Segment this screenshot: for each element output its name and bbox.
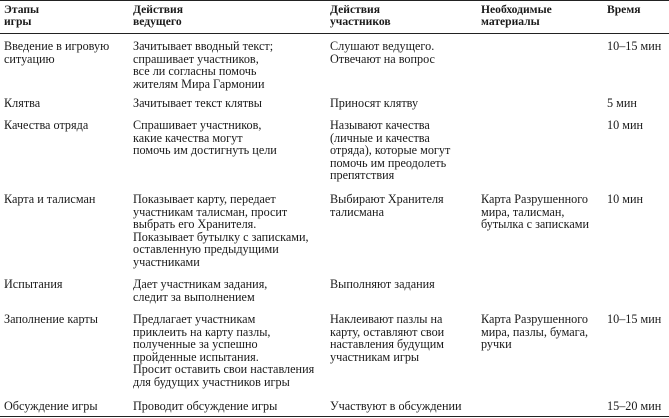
header-time: Время [607,3,641,16]
row-time: 5 мин [607,96,637,110]
row-time: 10 мин [607,192,643,206]
header-rule [0,33,669,34]
row-host-actions: Предлагает участникам приклеить на карту пазлы, полученные за успешно пройденные испытания. Просит оставить свои наставления для будущих участников игры [133,312,315,389]
row-host-actions: Проводит обсуждение игры [133,399,278,413]
row-participant-actions: Выполняют задания [330,277,435,291]
row-stage: Карта и талисман [4,192,96,206]
row-host-actions: Спрашивает участников, какие качества могут помочь им достигнуть цели [133,118,277,158]
row-participant-actions: Наклеивают пазлы на карту, оставляют свои наставления будущим участникам игры [330,312,445,364]
table-top-rule [0,0,669,1]
header-participant-actions: Действия участников [330,3,391,28]
header-materials: Необходимые материалы [481,3,552,28]
row-host-actions: Дает участникам задания, следит за выполнением [133,277,268,304]
row-time: 10–15 мин [607,312,662,326]
row-time: 15–20 мин [607,399,662,413]
table-bottom-rule [0,416,669,417]
header-host-actions: Действия ведущего [133,3,183,28]
row-participant-actions: Называют качества (личные и качества отряда), которые могут помочь им преодолеть препятствия [330,118,451,183]
row-stage: Заполнение карты [4,312,98,326]
row-stage: Испытания [4,277,63,291]
row-stage: Клятва [4,96,41,110]
row-host-actions: Зачитывает текст клятвы [133,96,262,110]
row-participant-actions: Участвуют в обсуждении [330,399,462,413]
row-participant-actions: Приносят клятву [330,96,419,110]
row-time: 10–15 мин [607,39,662,53]
row-time: 10 мин [607,118,643,132]
row-stage: Качества отряда [4,118,89,132]
row-participant-actions: Выбирают Хранителя талисмана [330,192,444,219]
row-materials: Карта Разрушенного мира, пазлы, бумага, ручки [481,312,589,352]
row-host-actions: Зачитывает вводный текст; спрашивает участников, все ли согласны помочь жителям Мира Гармонии [133,39,274,91]
row-participant-actions: Слушают ведущего. Отвечают на вопрос [330,39,435,66]
row-host-actions: Показывает карту, передает участникам талисман, просит выбрать его Хранителя. Показывает бутылку с записками, оставленную предыдущими участниками [133,192,309,269]
row-materials: Карта Разрушенного мира, талисман, бутылка с записками [481,192,589,232]
row-stage: Введение в игровую ситуацию [4,39,110,66]
row-stage: Обсуждение игры [4,399,98,413]
header-stage: Этапы игры [4,3,40,28]
